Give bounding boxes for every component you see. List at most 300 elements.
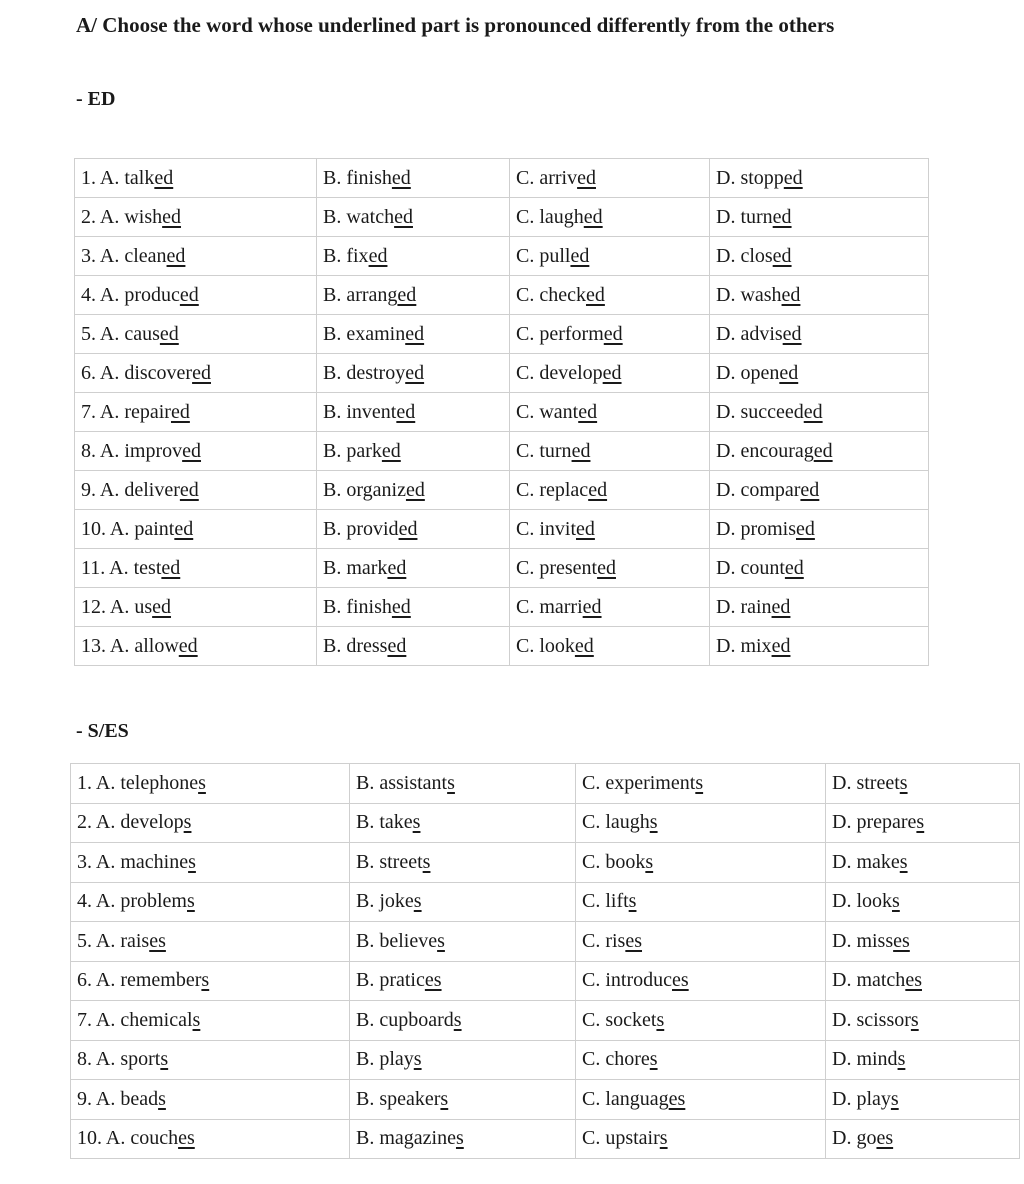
- underlined-ending: ed: [772, 205, 792, 228]
- ses-option-b: [350, 764, 576, 804]
- ed-option-c: [510, 237, 710, 276]
- ses-option-d: [826, 922, 1020, 962]
- underlined-ending: s: [413, 890, 422, 913]
- underlined-ending: ed: [772, 244, 792, 267]
- option-word-stem: D. encourag: [716, 439, 814, 462]
- ed-question-row: [75, 393, 929, 432]
- underlined-ending: es: [905, 969, 922, 992]
- underlined-ending: s: [890, 1087, 899, 1110]
- option-word-stem: D. prepare: [832, 811, 917, 834]
- option-word-stem: D. mix: [716, 634, 772, 657]
- exercise-title: A/ Choose the word whose underlined part is pronounced differently from the others: [76, 13, 835, 37]
- underlined-ending: ed: [368, 244, 388, 267]
- option-word-stem: D. look: [832, 890, 892, 913]
- ses-option-b: [350, 882, 576, 922]
- underlined-ending: ed: [582, 595, 602, 618]
- underlined-ending: s: [158, 1087, 166, 1110]
- underlined-ending: s: [160, 1048, 169, 1071]
- underlined-ending: ed: [803, 400, 823, 423]
- ed-option-a: [75, 315, 317, 354]
- underlined-ending: ed: [391, 595, 411, 618]
- ses-question-row: [71, 1001, 1020, 1041]
- option-word-stem: C. laugh: [516, 205, 584, 228]
- option-word-stem: D. miss: [832, 929, 894, 952]
- underlined-ending: ed: [578, 400, 598, 423]
- option-word-stem: B. finish: [323, 166, 392, 189]
- underlined-ending: es: [149, 929, 166, 952]
- underlined-ending: s: [422, 850, 431, 873]
- option-word-stem: B. mark: [323, 556, 388, 579]
- underlined-ending: ed: [182, 439, 202, 462]
- option-word-stem: D. rain: [716, 595, 772, 618]
- underlined-ending: ed: [159, 322, 179, 345]
- option-word-stem: C. introduc: [582, 969, 672, 992]
- option-word-stem: C. want: [516, 400, 579, 423]
- ed-option-d: [710, 159, 929, 198]
- option-word-stem: B. park: [323, 439, 382, 462]
- option-word-stem: C. arriv: [516, 166, 578, 189]
- underlined-ending: es: [178, 1127, 195, 1150]
- option-word-stem: 6. A. remember: [77, 969, 202, 992]
- ed-question-row: [75, 549, 929, 588]
- underlined-ending: ed: [603, 322, 623, 345]
- option-word-stem: D. succeed: [716, 400, 804, 423]
- underlined-ending: s: [656, 1008, 665, 1031]
- ed-option-b: [317, 237, 510, 276]
- ses-option-a: [71, 1080, 350, 1120]
- option-word-stem: 9. A. deliver: [81, 478, 180, 501]
- ses-option-a: [71, 882, 350, 922]
- option-word-stem: 1. A. talk: [81, 166, 155, 189]
- ed-option-c: [510, 627, 710, 666]
- underlined-ending: es: [876, 1127, 894, 1150]
- underlined-ending: s: [437, 929, 445, 952]
- option-word-stem: B. dress: [323, 634, 388, 657]
- option-word-stem: C. languag: [582, 1087, 669, 1110]
- option-word-stem: D. count: [716, 556, 785, 579]
- ses-option-c: [576, 922, 826, 962]
- ses-option-b: [350, 922, 576, 962]
- option-word-stem: B. organiz: [323, 478, 406, 501]
- underlined-ending: s: [192, 1008, 201, 1031]
- option-word-stem: C. lift: [582, 890, 629, 913]
- ed-option-a: [75, 276, 317, 315]
- underlined-ending: ed: [396, 400, 416, 423]
- option-word-stem: 3. A. machine: [77, 850, 189, 873]
- underlined-ending: ed: [381, 439, 401, 462]
- underlined-ending: s: [198, 771, 206, 794]
- option-word-stem: C. pull: [516, 244, 571, 267]
- option-word-stem: C. socket: [582, 1008, 657, 1031]
- ed-question-row: [75, 159, 929, 198]
- ses-option-c: [576, 764, 826, 804]
- ed-option-d: [710, 510, 929, 549]
- option-word-stem: C. marri: [516, 595, 583, 618]
- underlined-ending: s: [899, 850, 908, 873]
- underlined-ending: s: [649, 1048, 658, 1071]
- ses-option-a: [71, 1119, 350, 1159]
- underlined-ending: s: [695, 771, 704, 794]
- option-word-stem: D. stopp: [716, 166, 784, 189]
- ed-option-c: [510, 354, 710, 393]
- underlined-ending: ed: [583, 205, 603, 228]
- underlined-ending: ed: [170, 400, 190, 423]
- option-word-stem: 4. A. problem: [77, 890, 187, 913]
- ed-option-a: [75, 159, 317, 198]
- ses-option-d: [826, 961, 1020, 1001]
- option-word-stem: C. replac: [516, 478, 589, 501]
- option-word-stem: B. magazine: [356, 1127, 456, 1150]
- ses-option-a: [71, 764, 350, 804]
- ed-option-b: [317, 276, 510, 315]
- ses-option-d: [826, 1119, 1020, 1159]
- underlined-ending: ed: [387, 634, 407, 657]
- underlined-ending: ed: [783, 166, 803, 189]
- underlined-ending: ed: [576, 517, 595, 540]
- underlined-ending: s: [188, 850, 196, 873]
- option-word-stem: 6. A. discover: [81, 361, 193, 384]
- underlined-ending: ed: [782, 322, 802, 345]
- ses-section-heading: - S/ES: [76, 720, 129, 742]
- underlined-ending: s: [649, 811, 658, 834]
- ed-option-c: [510, 510, 710, 549]
- ed-option-d: [710, 237, 929, 276]
- ses-option-d: [826, 1080, 1020, 1120]
- ses-option-b: [350, 961, 576, 1001]
- underlined-ending: es: [625, 929, 643, 952]
- ed-question-row: [75, 627, 929, 666]
- option-word-stem: D. advis: [716, 322, 783, 345]
- underlined-ending: s: [440, 1087, 449, 1110]
- option-word-stem: 13. A. allow: [81, 634, 179, 657]
- ses-question-row: [71, 764, 1020, 804]
- ed-option-d: [710, 393, 929, 432]
- underlined-ending: s: [453, 1008, 462, 1031]
- option-word-stem: D. mind: [832, 1048, 898, 1071]
- ed-question-row: [75, 510, 929, 549]
- ed-option-a: [75, 510, 317, 549]
- option-word-stem: B. joke: [356, 890, 414, 913]
- option-word-stem: C. perform: [516, 322, 604, 345]
- ses-question-table: [70, 763, 1020, 1159]
- ed-option-b: [317, 588, 510, 627]
- underlined-ending: ed: [813, 439, 833, 462]
- underlined-ending: es: [893, 929, 910, 952]
- option-word-stem: B. speaker: [356, 1087, 441, 1110]
- option-word-stem: D. open: [716, 361, 780, 384]
- ed-option-c: [510, 276, 710, 315]
- option-word-stem: D. go: [832, 1127, 877, 1150]
- option-word-stem: B. examin: [323, 322, 406, 345]
- underlined-ending: ed: [602, 361, 622, 384]
- option-word-stem: 5. A. rais: [77, 929, 150, 952]
- ses-option-a: [71, 961, 350, 1001]
- underlined-ending: es: [668, 1087, 686, 1110]
- option-word-stem: B. play: [356, 1048, 414, 1071]
- underlined-ending: s: [628, 890, 637, 913]
- option-word-stem: B. finish: [323, 595, 392, 618]
- option-word-stem: D. street: [832, 771, 900, 794]
- ed-option-d: [710, 432, 929, 471]
- ses-question-row: [71, 843, 1020, 883]
- option-word-stem: 1. A. telephone: [77, 771, 199, 794]
- underlined-ending: ed: [405, 322, 425, 345]
- ses-option-b: [350, 1119, 576, 1159]
- underlined-ending: ed: [174, 517, 194, 540]
- option-word-stem: C. ris: [582, 929, 626, 952]
- underlined-ending: ed: [391, 166, 411, 189]
- ed-question-row: [75, 432, 929, 471]
- ed-question-row: [75, 276, 929, 315]
- ed-question-row: [75, 198, 929, 237]
- underlined-ending: ed: [574, 634, 594, 657]
- ses-option-a: [71, 843, 350, 883]
- option-word-stem: C. check: [516, 283, 586, 306]
- option-word-stem: D. match: [832, 969, 906, 992]
- ed-option-b: [317, 471, 510, 510]
- option-word-stem: 12. A. us: [81, 595, 153, 618]
- underlined-ending: ed: [796, 517, 815, 540]
- option-word-stem: B. take: [356, 811, 413, 834]
- underlined-ending: s: [645, 850, 654, 873]
- ses-option-c: [576, 1080, 826, 1120]
- ses-option-b: [350, 843, 576, 883]
- option-word-stem: 8. A. improv: [81, 439, 183, 462]
- option-word-stem: B. believe: [356, 929, 438, 952]
- underlined-ending: ed: [779, 361, 799, 384]
- option-word-stem: B. destroy: [323, 361, 406, 384]
- ed-question-row: [75, 471, 929, 510]
- option-word-stem: C. chore: [582, 1048, 650, 1071]
- ses-option-d: [826, 764, 1020, 804]
- underlined-ending: ed: [154, 166, 174, 189]
- ses-option-c: [576, 961, 826, 1001]
- option-word-stem: D. play: [832, 1087, 891, 1110]
- ses-option-c: [576, 1040, 826, 1080]
- ses-option-c: [576, 1001, 826, 1041]
- underlined-ending: s: [201, 969, 210, 992]
- ed-option-a: [75, 432, 317, 471]
- option-word-stem: D. clos: [716, 244, 773, 267]
- underlined-ending: ed: [192, 361, 211, 384]
- ed-option-d: [710, 198, 929, 237]
- ed-option-a: [75, 549, 317, 588]
- underlined-ending: s: [187, 890, 195, 913]
- option-word-stem: 2. A. develop: [77, 811, 184, 834]
- option-word-stem: 10. A. couch: [77, 1127, 179, 1150]
- ed-section-heading: - ED: [76, 88, 116, 110]
- underlined-ending: ed: [152, 595, 172, 618]
- underlined-ending: ed: [585, 283, 605, 306]
- ses-option-a: [71, 1040, 350, 1080]
- ed-question-table: [74, 158, 929, 666]
- ed-option-c: [510, 471, 710, 510]
- underlined-ending: ed: [166, 244, 186, 267]
- ses-question-row: [71, 961, 1020, 1001]
- ses-option-b: [350, 1080, 576, 1120]
- option-word-stem: 4. A. produc: [81, 283, 180, 306]
- underlined-ending: s: [892, 890, 900, 913]
- option-word-stem: C. experiment: [582, 771, 696, 794]
- ed-question-row: [75, 315, 929, 354]
- option-word-stem: 10. A. paint: [81, 517, 175, 540]
- ed-option-c: [510, 432, 710, 471]
- ed-option-c: [510, 393, 710, 432]
- option-word-stem: C. turn: [516, 439, 572, 462]
- ed-option-c: [510, 549, 710, 588]
- underlined-ending: ed: [588, 478, 608, 501]
- underlined-ending: s: [916, 811, 925, 834]
- ses-question-row: [71, 803, 1020, 843]
- option-word-stem: C. book: [582, 850, 646, 873]
- underlined-ending: s: [659, 1127, 668, 1150]
- ed-option-c: [510, 588, 710, 627]
- ses-option-d: [826, 1040, 1020, 1080]
- underlined-ending: ed: [577, 166, 596, 189]
- ed-option-b: [317, 354, 510, 393]
- ed-option-d: [710, 276, 929, 315]
- option-word-stem: 7. A. chemical: [77, 1008, 193, 1031]
- underlined-ending: ed: [178, 634, 198, 657]
- underlined-ending: es: [672, 969, 689, 992]
- underlined-ending: s: [899, 771, 908, 794]
- ed-question-row: [75, 237, 929, 276]
- underlined-ending: ed: [597, 556, 616, 579]
- ed-option-d: [710, 315, 929, 354]
- ses-option-c: [576, 843, 826, 883]
- ed-option-d: [710, 471, 929, 510]
- option-word-stem: C. develop: [516, 361, 603, 384]
- ses-question-row: [71, 1040, 1020, 1080]
- underlined-ending: s: [447, 771, 455, 794]
- underlined-ending: s: [897, 1048, 906, 1071]
- option-word-stem: 5. A. caus: [81, 322, 160, 345]
- ses-option-a: [71, 803, 350, 843]
- ses-question-row: [71, 1080, 1020, 1120]
- underlined-ending: ed: [162, 205, 182, 228]
- option-word-stem: B. invent: [323, 400, 397, 423]
- ses-option-c: [576, 803, 826, 843]
- option-word-stem: 2. A. wish: [81, 205, 163, 228]
- ed-option-a: [75, 471, 317, 510]
- underlined-ending: s: [455, 1127, 464, 1150]
- ed-option-a: [75, 588, 317, 627]
- ses-option-c: [576, 1119, 826, 1159]
- underlined-ending: ed: [397, 283, 417, 306]
- underlined-ending: ed: [398, 517, 418, 540]
- underlined-ending: ed: [771, 595, 791, 618]
- option-word-stem: B. watch: [323, 205, 395, 228]
- underlined-ending: ed: [771, 634, 791, 657]
- ses-option-b: [350, 803, 576, 843]
- option-word-stem: D. promis: [716, 517, 796, 540]
- option-word-stem: 7. A. repair: [81, 400, 171, 423]
- ses-option-a: [71, 922, 350, 962]
- ed-option-a: [75, 627, 317, 666]
- ses-question-row: [71, 1119, 1020, 1159]
- ed-option-c: [510, 198, 710, 237]
- underlined-ending: s: [412, 811, 421, 834]
- option-word-stem: 9. A. bead: [77, 1087, 159, 1110]
- ses-option-d: [826, 803, 1020, 843]
- ed-question-row: [75, 354, 929, 393]
- ed-option-b: [317, 549, 510, 588]
- option-word-stem: D. turn: [716, 205, 773, 228]
- ses-option-b: [350, 1040, 576, 1080]
- underlined-ending: ed: [570, 244, 590, 267]
- ed-option-b: [317, 627, 510, 666]
- underlined-ending: ed: [405, 361, 425, 384]
- option-word-stem: 8. A. sport: [77, 1048, 161, 1071]
- ses-question-row: [71, 882, 1020, 922]
- ses-option-d: [826, 1001, 1020, 1041]
- option-word-stem: B. arrang: [323, 283, 398, 306]
- option-word-stem: B. provid: [323, 517, 399, 540]
- ed-option-b: [317, 315, 510, 354]
- option-word-stem: 11. A. test: [81, 556, 162, 579]
- ed-option-b: [317, 432, 510, 471]
- option-word-stem: B. cupboard: [356, 1008, 454, 1031]
- ed-option-b: [317, 198, 510, 237]
- option-word-stem: B. pratic: [356, 969, 425, 992]
- underlined-ending: ed: [800, 478, 820, 501]
- option-word-stem: D. scissor: [832, 1008, 911, 1031]
- ed-option-d: [710, 588, 929, 627]
- option-word-stem: 3. A. clean: [81, 244, 167, 267]
- underlined-ending: s: [183, 811, 192, 834]
- ses-option-a: [71, 1001, 350, 1041]
- ed-option-d: [710, 549, 929, 588]
- ses-option-d: [826, 882, 1020, 922]
- ed-option-d: [710, 627, 929, 666]
- ed-option-c: [510, 159, 710, 198]
- option-word-stem: C. laugh: [582, 811, 650, 834]
- ed-option-a: [75, 198, 317, 237]
- option-word-stem: C. present: [516, 556, 598, 579]
- underlined-ending: ed: [179, 283, 199, 306]
- option-word-stem: C. look: [516, 634, 575, 657]
- ses-option-d: [826, 843, 1020, 883]
- ed-option-a: [75, 354, 317, 393]
- underlined-ending: ed: [784, 556, 804, 579]
- underlined-ending: ed: [781, 283, 801, 306]
- ed-option-a: [75, 393, 317, 432]
- option-word-stem: C. upstair: [582, 1127, 660, 1150]
- option-word-stem: D. compar: [716, 478, 801, 501]
- option-word-stem: B. assistant: [356, 771, 448, 794]
- ed-option-a: [75, 237, 317, 276]
- ed-option-b: [317, 393, 510, 432]
- option-word-stem: D. wash: [716, 283, 782, 306]
- underlined-ending: ed: [179, 478, 199, 501]
- option-word-stem: B. fix: [323, 244, 369, 267]
- underlined-ending: s: [910, 1008, 919, 1031]
- option-word-stem: D. make: [832, 850, 900, 873]
- option-word-stem: B. street: [356, 850, 423, 873]
- underlined-ending: s: [413, 1048, 422, 1071]
- underlined-ending: ed: [161, 556, 181, 579]
- underlined-ending: es: [424, 969, 442, 992]
- ses-option-c: [576, 882, 826, 922]
- option-word-stem: C. invit: [516, 517, 577, 540]
- ses-question-row: [71, 922, 1020, 962]
- underlined-ending: ed: [571, 439, 591, 462]
- underlined-ending: ed: [405, 478, 425, 501]
- ed-option-b: [317, 510, 510, 549]
- ed-option-c: [510, 315, 710, 354]
- underlined-ending: ed: [394, 205, 413, 228]
- ed-question-row: [75, 588, 929, 627]
